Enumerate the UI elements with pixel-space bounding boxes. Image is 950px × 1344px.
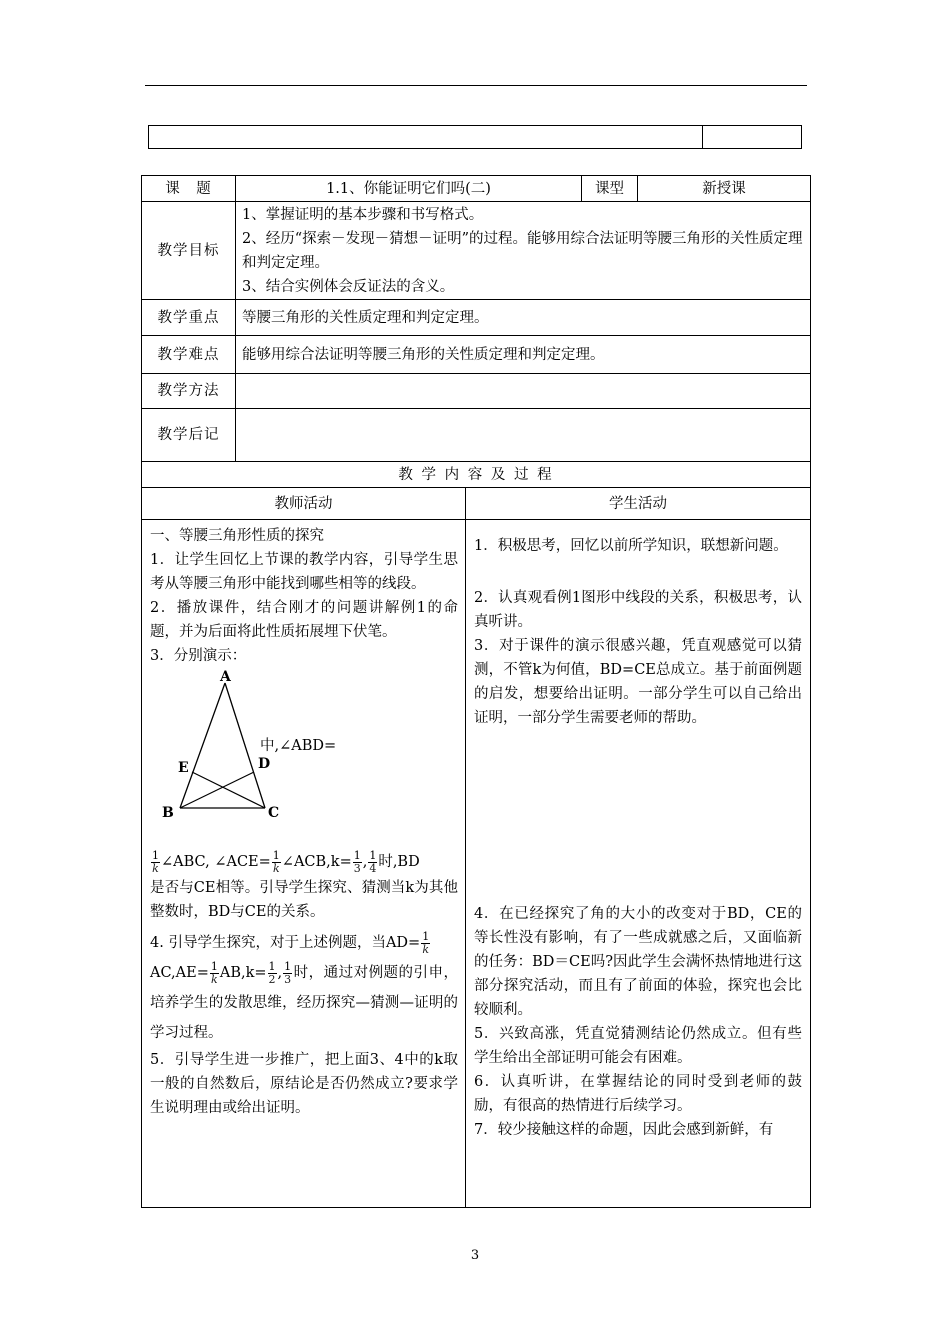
teacher-step: 5．引导学生进一步推广，把上面3、4中的k取一般的自然数后，原结论是否仍然成立?要求学生说明理由或给出证明。 [150,1052,458,1116]
postscript-label: 教学后记 [142,409,236,462]
fraction-1-over-2: $\frac{1}{2}$ [268,959,276,986]
vertex-label-e: E [178,760,189,776]
activity-header-row [142,488,811,520]
fraction-1-over-3: $\frac{1}{3}$ [284,959,292,986]
activity-row [142,520,811,1208]
goals-row [142,202,811,300]
difficulty-row [142,336,811,374]
goal-item: 1、掌握证明的基本步骤和书写格式。 [242,206,484,223]
text-segment: 时,BD [378,854,420,870]
goal-item: 2、经历“探索－发现－猜想－证明”的过程。能够用综合法证明等腰三角形的关性质定理和判定定理。 [242,230,803,271]
fraction-1-over-4: $\frac{1}{4}$ [369,848,377,875]
key-label: 教学重点 [142,300,236,336]
student-step: 4．在已经探究了角的大小的改变对于BD，CE的等长性没有影响，有了一些成就感之后，又面临新的任务：BD＝CE吗?因此学生会满怀热情地进行这部分探究活动，而且有了前面的体验，探究也会比较顺利。 [474,906,802,1018]
vertex-label-b: B [162,805,174,821]
postscript-value [236,409,811,462]
student-step: 6．认真听讲，在掌握结论的同时受到老师的鼓励，有很高的热情进行后续学习。 [474,1074,802,1114]
goal-item: 3、结合实例体会反证法的含义。 [242,278,455,295]
lesson-title: 1.1、你能证明它们吗(二) [236,176,582,202]
teacher-section-title: 一、等腰三角形性质的探究 [150,528,324,544]
student-step: 1．积极思考，回忆以前所学知识，联想新问题。 [474,538,788,554]
teacher-step-4b [150,958,458,1048]
text-segment: 4. 引导学生探究，对于上述例题，当AD= [150,935,421,951]
triangle-figure [150,668,458,848]
text-segment: , [362,854,368,870]
content-title: 教 学 内 容 及 过 程 [142,462,811,488]
text-segment: ∠ACB,k= [281,854,352,870]
header-rule [145,85,807,86]
key-value: 等腰三角形的关性质定理和判定定理。 [236,300,811,336]
difficulty-value: 能够用综合法证明等腰三角形的关性质定理和判定定理。 [236,336,811,374]
student-step: 2．认真观看例1图形中线段的关系，积极思考，认真听讲。 [474,590,802,630]
fraction-1-over-3: $\frac{1}{3}$ [353,848,361,875]
teacher-step: 3．分别演示： [150,648,247,664]
goals-label: 教学目标 [142,202,236,300]
teacher-step: 2．播放课件，结合刚才的问题讲解例1的命题，并为后面将此性质拓展埋下伏笔。 [150,600,458,640]
vertex-label-a: A [220,669,231,685]
teacher-step-4a [150,928,458,958]
page-number: 3 [470,1248,480,1263]
student-step: 7．较少接触这样的命题，因此会感到新鲜，有 [474,1122,774,1138]
title-label: 课 题 [142,176,236,202]
student-activity [466,520,811,1208]
text-segment: 时，通过对例题的引申，培养学生的发散思维，经历探究—猜测—证明的学习过程。 [150,965,458,1041]
header-box [148,125,802,149]
header-box-divider [702,126,703,148]
student-step: 5．兴致高涨，凭直觉猜测结论仍然成立。但有些学生给出全部证明可能会有困难。 [474,1026,802,1066]
vertex-label-c: C [268,805,280,821]
postscript-row [142,409,811,462]
goals-content [236,202,811,300]
student-header: 学生活动 [466,488,811,520]
text-segment: AC,AE= [150,965,209,981]
text-segment: , [277,965,283,981]
triangle-diagram [150,668,460,848]
student-step: 3．对于课件的演示很感兴趣，凭直观感觉可以猜测，不管k为何值，BD=CE总成立。基于前面例题的启发，想要给出证明。一部分学生可以自己给出证明，一部分学生需要老师的帮助。 [474,638,802,726]
teacher-header: 教师活动 [142,488,466,520]
vertex-label-d: D [258,756,271,772]
text-segment: ∠ABC, ∠ACE= [161,854,271,870]
method-row [142,374,811,409]
method-value [236,374,811,409]
teacher-activity [142,520,466,1208]
difficulty-label: 教学难点 [142,336,236,374]
teacher-step-3c: 是否与CE相等。引导学生探究、猜测当k为其他整数时，BD与CE的关系。 [150,880,458,920]
title-row [142,176,811,202]
content-title-row [142,462,811,488]
key-row [142,300,811,336]
teacher-step: 1．让学生回忆上节课的教学内容，引导学生思考从等腰三角形中能找到哪些相等的线段。 [150,552,458,592]
teacher-step-3b [150,848,458,876]
fraction-1-over-k: $\frac{1}{k}$ [152,848,159,875]
lesson-type: 新授课 [638,176,811,202]
text-segment: AB,k= [219,965,267,981]
segment-ce [192,772,265,808]
lesson-plan-table [141,175,811,1208]
fraction-1-over-k: $\frac{1}{k}$ [272,848,280,875]
type-label: 课型 [582,176,638,202]
fraction-1-over-k: $\frac{1}{k}$ [210,959,218,986]
side-ac [225,683,265,808]
figure-caption-text: 中,∠ABD= [260,738,337,754]
fraction-1-over-k: $\frac{1}{k}$ [422,929,430,956]
method-label: 教学方法 [142,374,236,409]
